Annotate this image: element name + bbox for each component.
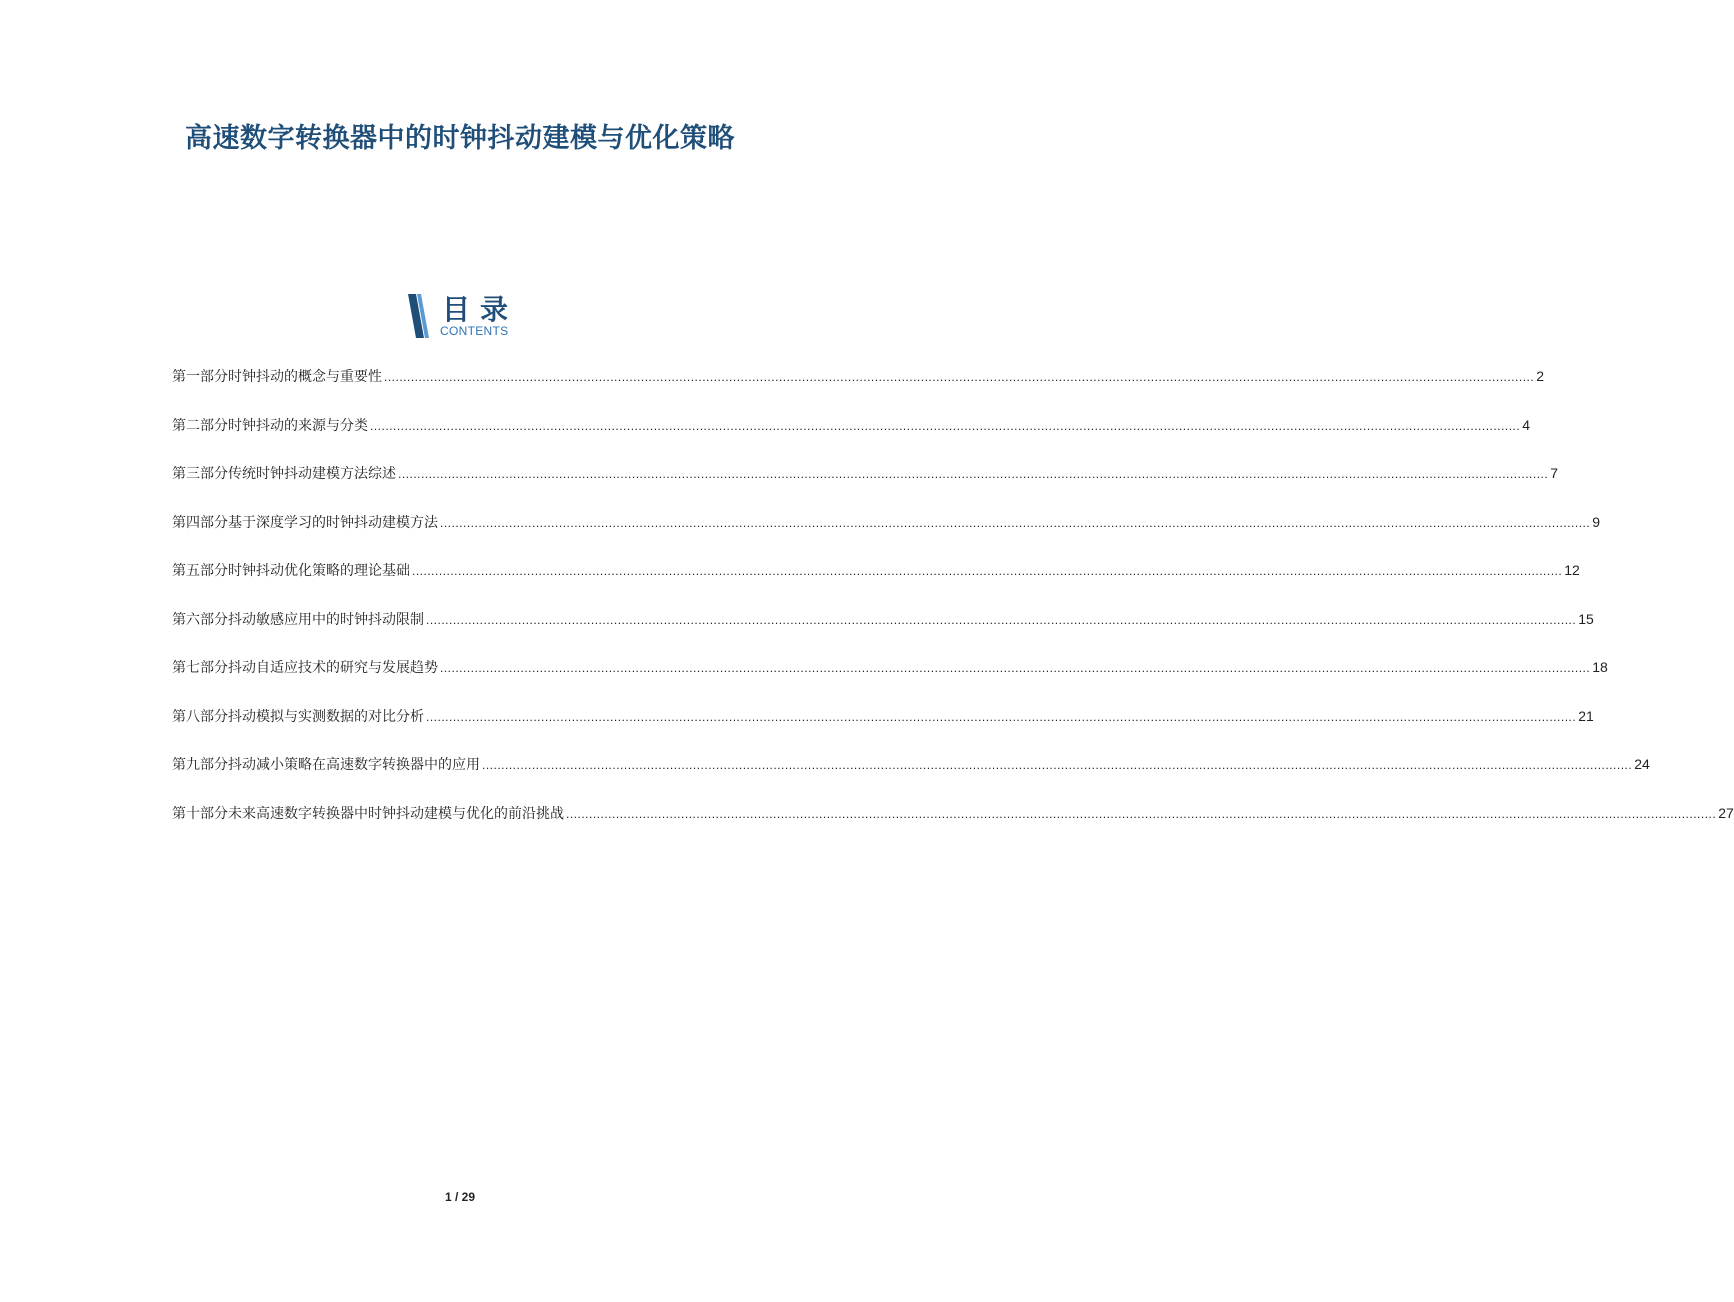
toc-entry-label: 时钟抖动的来源与分类 bbox=[228, 417, 368, 434]
toc-entry-label: 抖动模拟与实测数据的对比分析 bbox=[228, 708, 424, 725]
toc-entry-part: 第一部分 bbox=[172, 369, 228, 385]
toc-entry-part: 第八部分 bbox=[172, 708, 228, 725]
toc-leader-dots: ............................................................................................................................................................................................................................................................................................................ bbox=[398, 467, 1549, 481]
toc-entry-label: 抖动敏感应用中的时钟抖动限制 bbox=[228, 611, 424, 628]
toc-entry-page: 21 bbox=[1578, 707, 1594, 724]
toc-entry[interactable] bbox=[172, 706, 1594, 755]
toc-leader-dots: ............................................................................................................................................................................................................................................................................................................ bbox=[370, 418, 1521, 433]
toc-leader-dots: ............................................................................................................................................................................................................................................................................................................ bbox=[440, 515, 1591, 530]
toc-entry-page: 24 bbox=[1634, 756, 1650, 772]
toc-leader-dots: ............................................................................................................................................................................................................................................................................................................ bbox=[412, 564, 1563, 578]
toc-entry-part: 第四部分 bbox=[172, 514, 228, 531]
toc-entry[interactable] bbox=[172, 609, 1594, 658]
toc-entry-label: 传统时钟抖动建模方法综述 bbox=[228, 466, 396, 482]
toc-entry-label: 时钟抖动的概念与重要性 bbox=[228, 369, 382, 385]
toc-entry[interactable] bbox=[172, 754, 1650, 803]
toc-entry-page: 9 bbox=[1592, 513, 1600, 530]
toc-header bbox=[406, 292, 526, 342]
toc-bookmark-icon bbox=[406, 294, 430, 338]
toc-leader-dots: ............................................................................................................................................................................................................................................................................................................ bbox=[566, 806, 1717, 821]
toc-subheading: CONTENTS bbox=[440, 324, 509, 338]
toc-list bbox=[172, 366, 1734, 851]
toc-entry-page: 18 bbox=[1592, 659, 1608, 675]
toc-entry[interactable] bbox=[172, 463, 1558, 512]
toc-entry-part: 第二部分 bbox=[172, 417, 228, 434]
toc-entry[interactable] bbox=[172, 657, 1608, 706]
toc-entry[interactable] bbox=[172, 415, 1530, 464]
toc-entry-part: 第三部分 bbox=[172, 466, 228, 482]
toc-entry-label: 未来高速数字转换器中时钟抖动建模与优化的前沿挑战 bbox=[228, 805, 564, 822]
toc-entry-page: 27 bbox=[1718, 804, 1734, 821]
toc-heading: 目录 bbox=[442, 293, 519, 326]
toc-entry-part: 第九部分 bbox=[172, 757, 228, 773]
toc-entry-label: 抖动减小策略在高速数字转换器中的应用 bbox=[228, 757, 480, 773]
toc-entry-page: 2 bbox=[1536, 368, 1544, 384]
toc-entry-page: 15 bbox=[1578, 610, 1594, 627]
toc-entry-page: 4 bbox=[1522, 416, 1530, 433]
toc-entry-part: 第七部分 bbox=[172, 660, 228, 676]
toc-entry-part: 第十部分 bbox=[172, 805, 228, 822]
toc-entry[interactable] bbox=[172, 512, 1600, 561]
toc-leader-dots: ............................................................................................................................................................................................................................................................................................................ bbox=[440, 661, 1591, 675]
toc-leader-dots: ............................................................................................................................................................................................................................................................................................................ bbox=[426, 612, 1577, 627]
toc-leader-dots: ............................................................................................................................................................................................................................................................................................................ bbox=[482, 758, 1633, 772]
toc-entry-label: 基于深度学习的时钟抖动建模方法 bbox=[228, 514, 438, 531]
toc-entry-label: 抖动自适应技术的研究与发展趋势 bbox=[228, 660, 438, 676]
toc-entry-part: 第五部分 bbox=[172, 563, 228, 579]
toc-entry[interactable] bbox=[172, 803, 1734, 852]
toc-entry[interactable] bbox=[172, 366, 1544, 415]
toc-entry-page: 7 bbox=[1550, 465, 1558, 481]
document-title: 高速数字转换器中的时钟抖动建模与优化策略 bbox=[185, 123, 735, 154]
toc-leader-dots: ............................................................................................................................................................................................................................................................................................................ bbox=[384, 370, 1535, 384]
toc-entry[interactable] bbox=[172, 560, 1580, 609]
toc-leader-dots: ............................................................................................................................................................................................................................................................................................................ bbox=[426, 709, 1577, 724]
toc-entry-label: 时钟抖动优化策略的理论基础 bbox=[228, 563, 410, 579]
toc-entry-part: 第六部分 bbox=[172, 611, 228, 628]
toc-entry-page: 12 bbox=[1564, 562, 1580, 578]
page-indicator: 1 / 29 bbox=[444, 1190, 476, 1204]
